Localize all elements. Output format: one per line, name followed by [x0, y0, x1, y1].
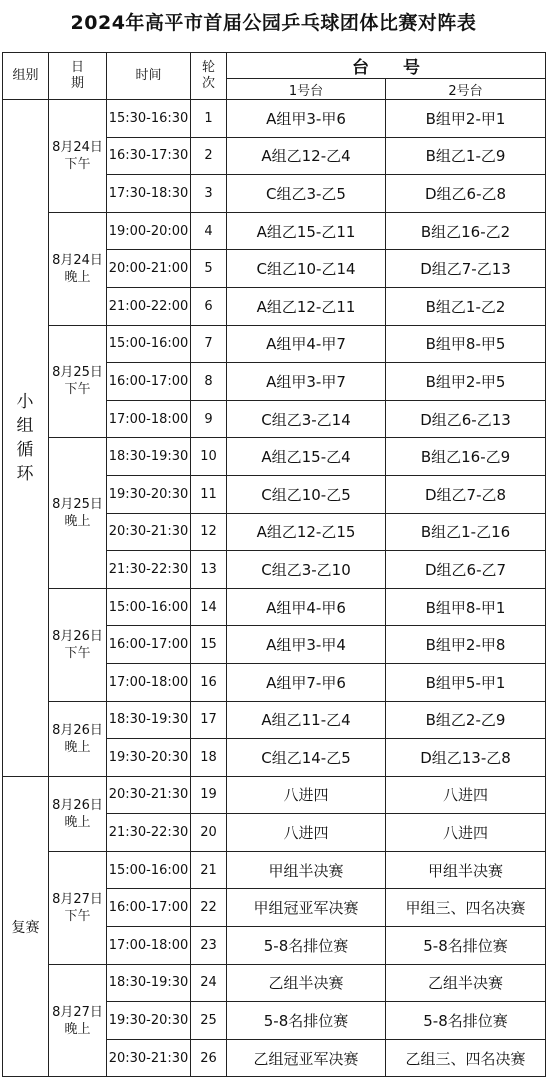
table-row — [3, 701, 546, 739]
table1-match: A组乙15-乙11 — [227, 212, 386, 250]
time-cell: 19:30-20:30 — [107, 475, 191, 513]
table2-match: 5-8名排位赛 — [386, 927, 546, 965]
header-row — [3, 53, 546, 79]
table1-match: A组甲3-甲4 — [227, 626, 386, 664]
table-row — [3, 212, 546, 250]
table1-match: 甲组半决赛 — [227, 851, 386, 889]
round-cell: 3 — [191, 175, 227, 213]
table1-match: A组甲3-甲6 — [227, 100, 386, 138]
table1-match: 甲组冠亚军决赛 — [227, 889, 386, 927]
table1-match: A组乙15-乙4 — [227, 438, 386, 476]
time-cell: 15:00-16:00 — [107, 588, 191, 626]
round-cell: 20 — [191, 814, 227, 852]
round-cell: 9 — [191, 400, 227, 438]
table1-match: 乙组半决赛 — [227, 964, 386, 1002]
round-cell: 4 — [191, 212, 227, 250]
round-cell: 19 — [191, 776, 227, 814]
time-cell: 20:30-21:30 — [107, 776, 191, 814]
table1-match: A组乙12-乙11 — [227, 287, 386, 325]
table2-match: 乙组半决赛 — [386, 964, 546, 1002]
time-cell: 17:00-18:00 — [107, 663, 191, 701]
time-cell: 19:30-20:30 — [107, 739, 191, 777]
table2-match: B组甲8-甲5 — [386, 325, 546, 363]
session-date: 8月25日 下午 — [49, 325, 107, 438]
table1-match: 乙组冠亚军决赛 — [227, 1039, 386, 1077]
table2-match: D组乙6-乙13 — [386, 400, 546, 438]
table-row — [3, 964, 546, 1002]
round-cell: 10 — [191, 438, 227, 476]
group-label: 小 组 循 环 — [3, 100, 49, 777]
round-cell: 6 — [191, 287, 227, 325]
table1-match: A组甲3-甲7 — [227, 363, 386, 401]
table1-match: C组乙3-乙5 — [227, 175, 386, 213]
table1-match: 5-8名排位赛 — [227, 1002, 386, 1040]
header-round: 轮 次 — [191, 53, 227, 100]
table2-match: B组乙16-乙9 — [386, 438, 546, 476]
table2-match: B组乙2-乙9 — [386, 701, 546, 739]
round-cell: 24 — [191, 964, 227, 1002]
table2-match: 乙组三、四名决赛 — [386, 1039, 546, 1077]
header-time: 时间 — [107, 53, 191, 100]
session-date: 8月26日 晚上 — [49, 701, 107, 776]
time-cell: 16:00-17:00 — [107, 889, 191, 927]
group-label: 复赛 — [3, 776, 49, 1077]
round-cell: 22 — [191, 889, 227, 927]
round-cell: 17 — [191, 701, 227, 739]
table2-match: D组乙13-乙8 — [386, 739, 546, 777]
round-cell: 1 — [191, 100, 227, 138]
session-date: 8月24日 晚上 — [49, 212, 107, 325]
table-row — [3, 588, 546, 626]
time-cell: 17:00-18:00 — [107, 400, 191, 438]
round-cell: 5 — [191, 250, 227, 288]
time-cell: 17:30-18:30 — [107, 175, 191, 213]
session-date: 8月27日 晚上 — [49, 964, 107, 1077]
table1-match: 5-8名排位赛 — [227, 927, 386, 965]
table-row — [3, 776, 546, 814]
table2-match: B组甲2-甲8 — [386, 626, 546, 664]
table2-match: 甲组三、四名决赛 — [386, 889, 546, 927]
round-cell: 7 — [191, 325, 227, 363]
session-date: 8月27日 下午 — [49, 851, 107, 964]
time-cell: 21:00-22:00 — [107, 287, 191, 325]
table2-match: 八进四 — [386, 814, 546, 852]
time-cell: 16:00-17:00 — [107, 363, 191, 401]
table1-match: C组乙3-乙14 — [227, 400, 386, 438]
table2-match: B组甲8-甲1 — [386, 588, 546, 626]
table1-match: 八进四 — [227, 814, 386, 852]
time-cell: 15:00-16:00 — [107, 325, 191, 363]
session-date: 8月26日 晚上 — [49, 776, 107, 851]
time-cell: 20:30-21:30 — [107, 513, 191, 551]
table2-match: D组乙7-乙8 — [386, 475, 546, 513]
table1-match: A组甲4-甲7 — [227, 325, 386, 363]
table-row — [3, 438, 546, 476]
round-cell: 2 — [191, 137, 227, 175]
table1-match: A组甲4-甲6 — [227, 588, 386, 626]
round-cell: 13 — [191, 551, 227, 589]
table-row — [3, 325, 546, 363]
table2-match: B组乙1-乙2 — [386, 287, 546, 325]
round-cell: 18 — [191, 739, 227, 777]
schedule-table — [2, 52, 546, 1077]
table1-match: 八进四 — [227, 776, 386, 814]
time-cell: 21:30-22:30 — [107, 814, 191, 852]
time-cell: 19:00-20:00 — [107, 212, 191, 250]
header-table-number: 台 号 — [227, 53, 546, 79]
time-cell: 15:30-16:30 — [107, 100, 191, 138]
session-date: 8月26日 下午 — [49, 588, 107, 701]
table2-match: B组乙1-乙16 — [386, 513, 546, 551]
page-title: 2024年高平市首届公园乒乓球团体比赛对阵表 — [70, 12, 477, 34]
table2-match: B组甲2-甲5 — [386, 363, 546, 401]
round-cell: 25 — [191, 1002, 227, 1040]
time-cell: 16:00-17:00 — [107, 626, 191, 664]
time-cell: 16:30-17:30 — [107, 137, 191, 175]
table2-match: B组甲2-甲1 — [386, 100, 546, 138]
table2-match: 5-8名排位赛 — [386, 1002, 546, 1040]
session-date: 8月24日 下午 — [49, 100, 107, 213]
round-cell: 11 — [191, 475, 227, 513]
round-cell: 21 — [191, 851, 227, 889]
time-cell: 21:30-22:30 — [107, 551, 191, 589]
table2-match: B组乙1-乙9 — [386, 137, 546, 175]
time-cell: 19:30-20:30 — [107, 1002, 191, 1040]
time-cell: 18:30-19:30 — [107, 964, 191, 1002]
round-cell: 15 — [191, 626, 227, 664]
time-cell: 15:00-16:00 — [107, 851, 191, 889]
table2-match: B组甲5-甲1 — [386, 663, 546, 701]
table1-match: A组甲7-甲6 — [227, 663, 386, 701]
round-cell: 26 — [191, 1039, 227, 1077]
round-cell: 16 — [191, 663, 227, 701]
time-cell: 18:30-19:30 — [107, 438, 191, 476]
table2-match: D组乙7-乙13 — [386, 250, 546, 288]
header-table1: 1号台 — [227, 79, 386, 100]
table1-match: C组乙10-乙5 — [227, 475, 386, 513]
header-group: 组别 — [3, 53, 49, 100]
session-date: 8月25日 晚上 — [49, 438, 107, 588]
header-date: 日 期 — [49, 53, 107, 100]
table-row — [3, 100, 546, 138]
table2-match: 八进四 — [386, 776, 546, 814]
round-cell: 12 — [191, 513, 227, 551]
time-cell: 20:30-21:30 — [107, 1039, 191, 1077]
table2-match: B组乙16-乙2 — [386, 212, 546, 250]
time-cell: 17:00-18:00 — [107, 927, 191, 965]
time-cell: 18:30-19:30 — [107, 701, 191, 739]
table2-match: D组乙6-乙7 — [386, 551, 546, 589]
table-row — [3, 851, 546, 889]
round-cell: 23 — [191, 927, 227, 965]
header-table2: 2号台 — [386, 79, 546, 100]
table1-match: C组乙14-乙5 — [227, 739, 386, 777]
round-cell: 8 — [191, 363, 227, 401]
table1-match: A组乙12-乙15 — [227, 513, 386, 551]
round-cell: 14 — [191, 588, 227, 626]
table1-match: A组乙11-乙4 — [227, 701, 386, 739]
table2-match: 甲组半决赛 — [386, 851, 546, 889]
table1-match: A组乙12-乙4 — [227, 137, 386, 175]
table2-match: D组乙6-乙8 — [386, 175, 546, 213]
time-cell: 20:00-21:00 — [107, 250, 191, 288]
table1-match: C组乙10-乙14 — [227, 250, 386, 288]
table1-match: C组乙3-乙10 — [227, 551, 386, 589]
